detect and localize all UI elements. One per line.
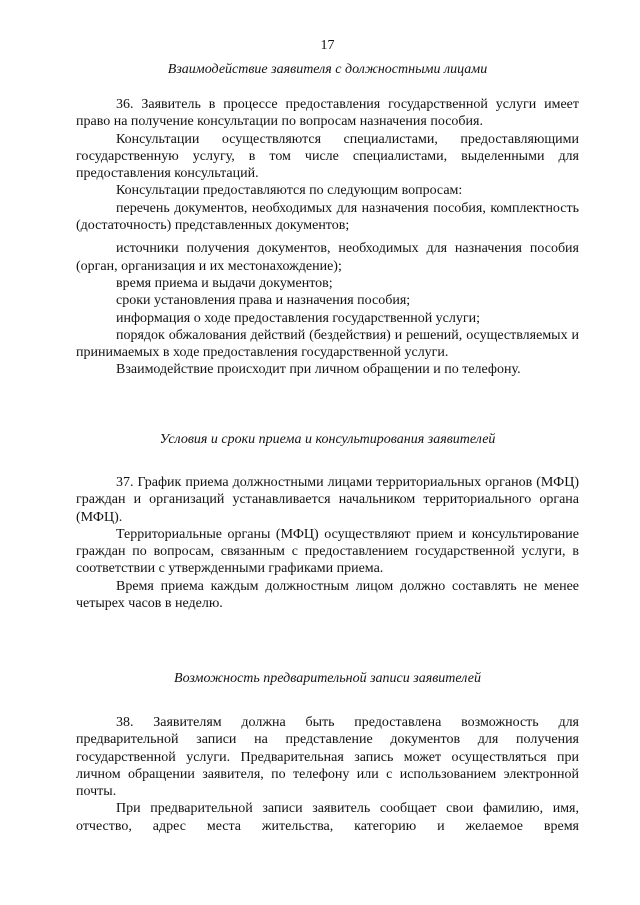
paragraph: При предварительной записи заявитель сообщает свои фамилию, имя, отчество, адрес места жительства, категорию и желаемое время	[76, 801, 579, 834]
section-heading-conditions: Условия и сроки приема и консультирования заявителей	[159, 432, 496, 447]
paragraph: Время приема каждым должностным лицом должно составлять не менее четырех часов в неделю.	[76, 578, 579, 612]
page-number: 17	[320, 38, 335, 53]
paragraph: 37. График приема должностными лицами территориальных органов (МФЦ) граждан и организаций устанавливается начальником территориального органа (МФЦ).	[76, 475, 579, 525]
paragraph: 36. Заявитель в процессе предоставления государственной услуги имеет право на получение консультации по вопросам назначения пособия.	[76, 97, 579, 130]
paragraph: информация о ходе предоставления государственной услуги;	[116, 310, 481, 326]
paragraph: перечень документов, необходимых для назначения пособия, комплектность (достаточность) представленных документов;	[76, 200, 579, 234]
section-body-preregistration	[76, 714, 579, 835]
paragraph: порядок обжалования действий (бездействия) и решений, осуществляемых и принимаемых в ходе предоставления государственной услуги.	[76, 327, 579, 361]
section-heading-interaction: Взаимодействие заявителя с должностными лицами	[167, 62, 488, 77]
paragraph: Консультации предоставляются по следующим вопросам:	[116, 183, 463, 199]
paragraph: время приема и выдачи документов;	[116, 275, 333, 291]
paragraph: Взаимодействие происходит при личном обращении и по телефону.	[116, 362, 521, 378]
paragraph: Консультации осуществляются специалистами, предоставляющими государственную услугу, в том числе специалистами, выделенными для предоставления консультаций.	[76, 131, 579, 182]
paragraph: сроки установления права и назначения пособия;	[116, 293, 411, 309]
paragraph: 38. Заявителям должна быть предоставлена возможность для предварительной записи на представление документов для получения государственной услуги. Предварительная запись может осуществляться при личном обращении заявителя, по телефону или с использованием электронной почты.	[76, 715, 579, 800]
section-heading-preregistration: Возможность предварительной записи заявителей	[174, 671, 481, 686]
section-body-conditions	[76, 474, 579, 612]
section-body-interaction	[76, 96, 579, 379]
paragraph: Территориальные органы (МФЦ) осуществляют прием и консультирование граждан по вопросам, связанным с предоставлением государственной услуги, в соответствии с утвержденными графиками приема.	[76, 526, 579, 577]
paragraph: источники получения документов, необходимых для назначения пособия (орган, организация и их местонахождение);	[76, 241, 579, 274]
